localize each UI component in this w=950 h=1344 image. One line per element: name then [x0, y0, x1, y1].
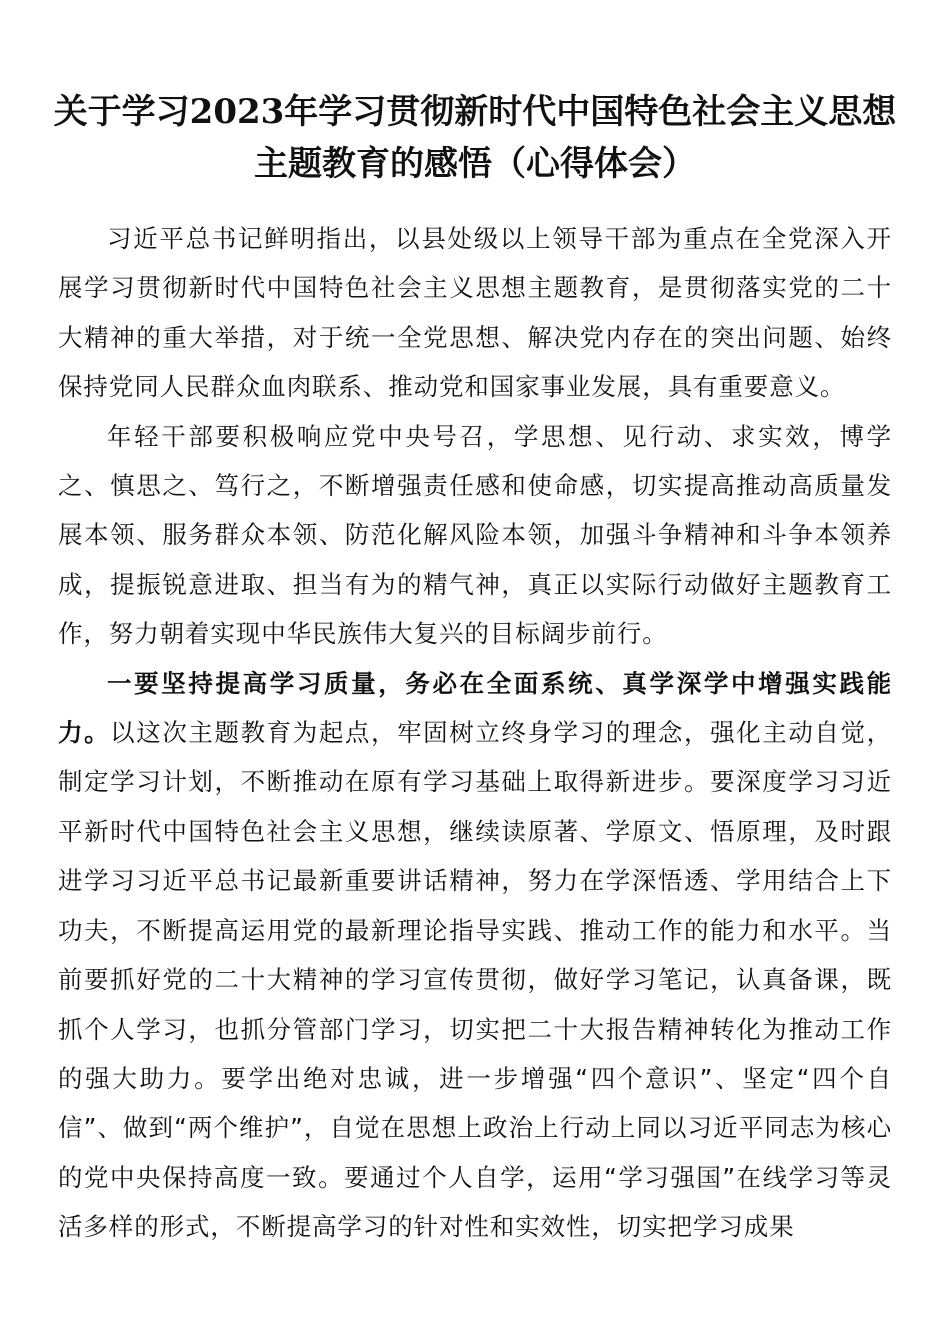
paragraph-2: [58, 412, 892, 659]
paragraph-3: [58, 659, 892, 1252]
paragraph-3-lead: 一要坚持提高学习质量，务必在全面系统、真学深学中增强实践能力。: [58, 668, 892, 748]
paragraph-1: [58, 214, 892, 412]
document-body: [58, 214, 892, 1252]
document-title: 关于学习2023年学习贯彻新时代中国特色社会主义思想主题教育的感悟（心得体会）: [53, 92, 897, 184]
paragraph-3-text: 以这次主题教育为起点，牢固树立终身学习的理念，强化主动自觉，制定学习计划，不断推动在原有学习基础上取得新进步。要深度学习习近平新时代中国特色社会主义思想，继续读原著、学原文、悟原理，及时跟进学习习近平总书记最新重要讲话精神，努力在学深悟透、学用结合上下功夫，不断提高运用党的最新理论指导实践、推动工作的能力和水平。当前要抓好党的二十大精神的学习宣传贯彻，做好学习笔记，认真备课，既抓个人学习，也抓分管部门学习，切实把二十大报告精神转化为推动工作的强大助力。要学出绝对忠诚，进一步增强“四个意识”、坚定“四个自信”、做到“两个维护”，自觉在思想上政治上行动上同以习近平同志为核心的党中央保持高度一致。要通过个人自学，运用“学习强国”在线学习等灵活多样的形式，不断提高学习的针对性和实效性，切实把学习成果: [58, 718, 892, 1242]
paragraph-2-text: 年轻干部要积极响应党中央号召，学思想、见行动、求实效，博学之、慎思之、笃行之，不断增强责任感和使命感，切实提高推动高质量发展本领、服务群众本领、防范化解风险本领，加强斗争精神和斗争本领养成，提振锐意进取、担当有为的精气神，真正以实际行动做好主题教育工作，努力朝着实现中华民族伟大复兴的目标阔步前行。: [58, 421, 892, 649]
paragraph-1-text: 习近平总书记鲜明指出，以县处级以上领导干部为重点在全党深入开展学习贯彻新时代中国特色社会主义思想主题教育，是贯彻落实党的二十大精神的重大举措，对于统一全党思想、解决党内存在的突出问题、始终保持党同人民群众血肉联系、推动党和国家事业发展，具有重要意义。: [58, 224, 892, 402]
